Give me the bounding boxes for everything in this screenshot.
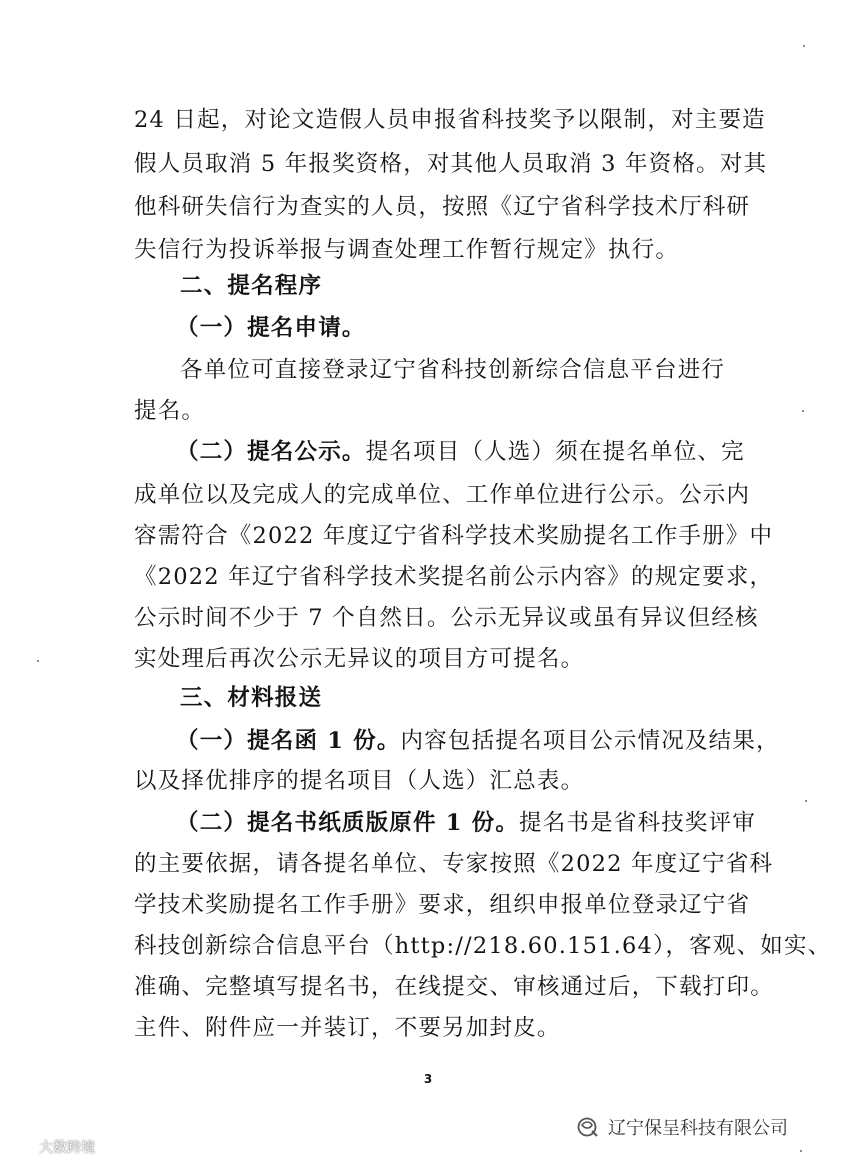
- text-line: 24 日起，对论文造假人员申报省科技奖予以限制，对主要造: [134, 107, 766, 133]
- scan-speck: [802, 410, 804, 412]
- text-line: 以及择优排序的提名项目（人选）汇总表。: [134, 768, 585, 794]
- text-line: 实处理后再次公示无异议的项目方可提名。: [134, 646, 585, 672]
- text-line: 成单位以及完成人的完成单位、工作单位进行公示。公示内: [134, 482, 751, 508]
- cloud-logo-icon: [6, 1139, 36, 1155]
- scan-speck: [805, 800, 807, 802]
- subsection-heading: （二）提名书纸质版原件 1 份。: [176, 810, 520, 836]
- text-span: 提名项目（人选）须在提名单位、完: [365, 439, 745, 465]
- scan-speck: [803, 45, 805, 47]
- text-line: 主件、附件应一并装订，不要另加封皮。: [134, 1015, 561, 1041]
- text-line: 学技术奖励提名工作手册》要求，组织申报单位登录辽宁省: [134, 892, 751, 918]
- subsection-heading: （一）提名函 1 份。: [176, 728, 401, 754]
- text-line: 的主要依据，请各提名单位、专家按照《2022 年度辽宁省科: [134, 851, 774, 877]
- text-line: 失信行为投诉举报与调查处理工作暂行规定》执行。: [134, 237, 680, 263]
- subsection-heading: （一）提名申请。: [176, 315, 366, 341]
- watermark-left-text: 大数跨境: [39, 1140, 95, 1156]
- text-line: 提名。: [134, 398, 206, 424]
- text-span: 内容包括提名项目公示情况及结果，: [400, 728, 780, 754]
- paragraph-line: [176, 437, 776, 467]
- watermark-right: [576, 1114, 788, 1140]
- text-line: 科技创新综合信息平台（http://218.60.151.64），客观、如实、: [134, 933, 832, 959]
- section-heading: 三、材料报送: [180, 685, 323, 711]
- paragraph-line: [176, 726, 780, 756]
- text-line: 准确、完整填写提名书，在线提交、审核通过后，下载打印。: [134, 974, 774, 1000]
- scan-speck: [800, 1150, 802, 1152]
- text-span: 提名书是省科技奖评审: [519, 810, 757, 836]
- subsection-heading: （二）提名公示。: [176, 439, 366, 465]
- text-line: 各单位可直接登录辽宁省科技创新综合信息平台进行: [180, 357, 726, 383]
- watermark-right-text: 辽宁保呈科技有限公司: [608, 1118, 788, 1139]
- wechat-channel-icon: [576, 1116, 600, 1138]
- text-line: 公示时间不少于 7 个自然日。公示无异议或虽有异议但经核: [134, 605, 759, 631]
- text-line: 容需符合《2022 年度辽宁省科学技术奖励提名工作手册》中: [134, 523, 774, 549]
- text-line: 他科研失信行为查实的人员，按照《辽宁省科学技术厅科研: [134, 194, 751, 220]
- section-heading: 二、提名程序: [180, 273, 323, 299]
- text-line: 假人员取消 5 年报奖资格，对其他人员取消 3 年资格。对其: [134, 151, 768, 177]
- watermark-left: [6, 1137, 95, 1157]
- page-number: 3: [423, 1072, 433, 1086]
- text-line: 《2022 年辽宁省科学技术奖提名前公示内容》的规定要求，: [134, 564, 774, 590]
- paragraph-line: [176, 808, 776, 838]
- scan-speck: [37, 660, 39, 662]
